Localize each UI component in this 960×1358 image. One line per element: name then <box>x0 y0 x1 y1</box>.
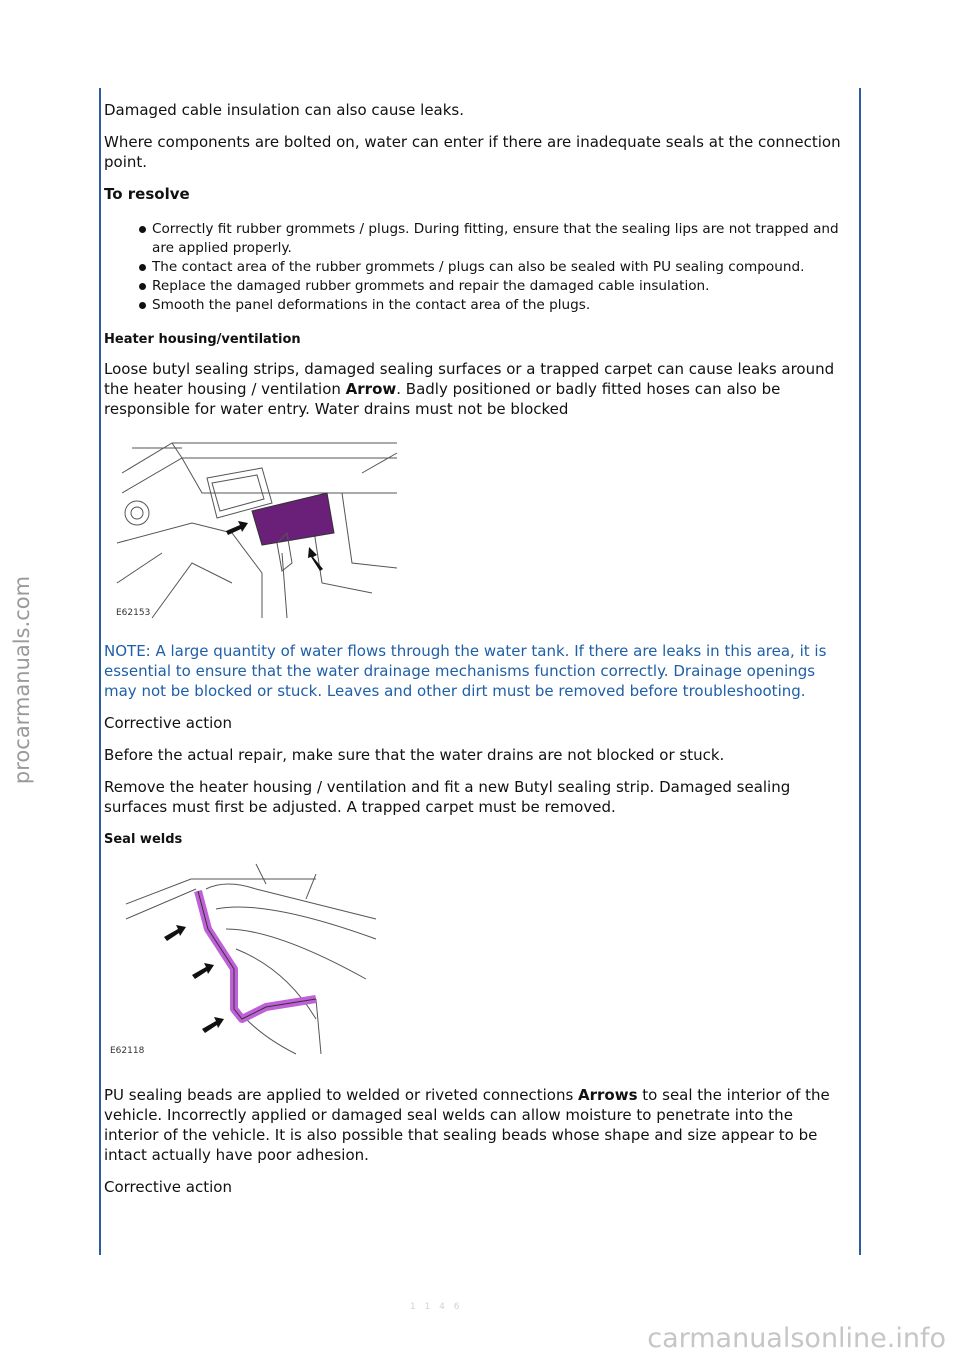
note-water-tank: NOTE: A large quantity of water flows through the water tank. If there are leaks in this area, it is essential to ensure that the water drainage mechanisms function correctly. Drainage openings may not be blocked or stuck. Leaves and other dirt must be removed before troubleshooting. <box>104 642 827 700</box>
resolve-list <box>104 220 852 315</box>
paragraph-pu-sealing: PU sealing beads are applied to welded or riveted connections Arrows to seal the interior of the vehicle. Incorrectly applied or damaged seal welds can allow moisture to penetrate into the interior of the vehicle. It is also possible that sealing beads whose shape and size appear to be intact actually have poor adhesion. <box>104 1086 830 1164</box>
paragraph-replace-strip: Remove the heater housing / ventilation and fit a new Butyl sealing strip. Damaged sealing surfaces must first be adjusted. A trapped carpet must be removed. <box>104 778 791 816</box>
figure-label: E62153 <box>116 608 151 618</box>
paragraph-heater-leaks: Loose butyl sealing strips, damaged sealing surfaces or a trapped carpet can cause leaks around the heater housing / ventilation Arrow. Badly positioned or badly fitted hoses can also be responsible for water entry. Water drains must not be blocked <box>104 360 835 418</box>
resolve-item: The contact area of the rubber grommets / plugs can also be sealed with PU sealing compound. <box>152 258 852 277</box>
heading-corrective-action-2: Corrective action <box>104 1178 232 1196</box>
paragraph-bolted-components: Where components are bolted on, water can enter if there are inadequate seals at the connection point. <box>104 133 841 171</box>
heading-to-resolve: To resolve <box>104 185 190 203</box>
heading-heater-housing: Heater housing/ventilation <box>104 332 301 347</box>
page-number: 1 1 4 6 <box>410 1302 463 1312</box>
side-watermark: procarmanuals.com <box>10 575 34 785</box>
paragraph-check-drains: Before the actual repair, make sure that the water drains are not blocked or stuck. <box>104 746 725 764</box>
heading-corrective-action: Corrective action <box>104 714 232 732</box>
heading-seal-welds: Seal welds <box>104 832 183 847</box>
bottom-watermark: carmanualsonline.info <box>647 1323 946 1354</box>
right-margin-rule <box>859 88 861 1255</box>
resolve-item: Smooth the panel deformations in the contact area of the plugs. <box>152 296 852 315</box>
seal-welds-figure <box>110 869 376 1059</box>
resolve-item: Correctly fit rubber grommets / plugs. During fitting, ensure that the sealing lips are not trapped and are applied properly. <box>152 220 852 258</box>
figure-label: E62118 <box>110 1046 145 1056</box>
paragraph-cable-insulation: Damaged cable insulation can also cause leaks. <box>104 101 465 119</box>
left-margin-rule <box>99 88 101 1255</box>
arrows-label: Arrows <box>578 1086 638 1104</box>
heater-housing-figure <box>112 433 402 623</box>
document-body <box>104 100 852 1197</box>
resolve-item: Replace the damaged rubber grommets and repair the damaged cable insulation. <box>152 277 852 296</box>
arrow-label: Arrow <box>345 380 397 398</box>
